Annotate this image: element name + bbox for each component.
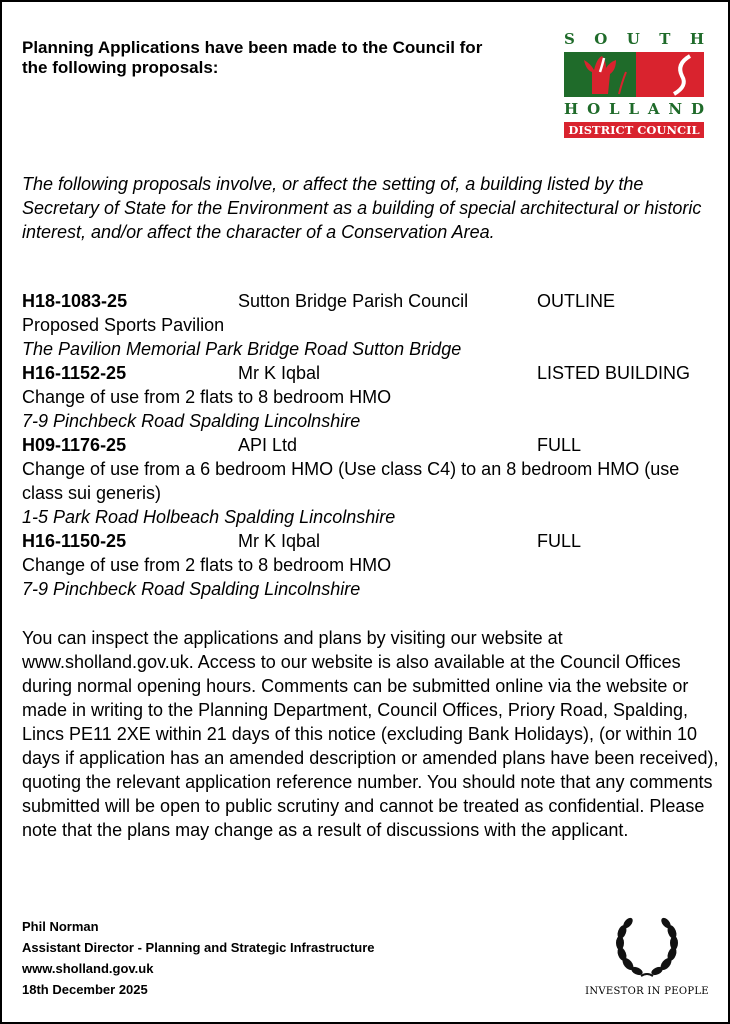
investor-in-people-label: INVESTOR IN PEOPLE: [585, 986, 709, 997]
application-applicant: Mr K Iqbal: [238, 531, 321, 551]
application-applicant: Mr K Iqbal: [238, 363, 321, 383]
application-location: 1-5 Park Road Holbeach Spalding Lincolnshire: [22, 507, 396, 527]
notice-date: 18th December 2025: [22, 982, 148, 997]
logo-bottom-word: H O L L A N D: [564, 100, 704, 118]
application-entry: [22, 361, 722, 433]
investor-in-people-logo: [577, 914, 717, 1004]
application-type: OUTLINE: [537, 291, 616, 311]
south-holland-logo: [562, 30, 710, 140]
application-entry: [22, 289, 722, 361]
application-type: LISTED BUILDING: [537, 363, 691, 383]
application-description: Change of use from 2 flats to 8 bedroom HMO: [22, 555, 392, 575]
application-reference: H16-1150-25: [22, 531, 127, 551]
application-location: The Pavilion Memorial Park Bridge Road Sutton Bridge: [22, 339, 462, 359]
application-type: FULL: [537, 531, 582, 551]
logo-top-word: S O U T H: [564, 30, 704, 48]
application-applicant: API Ltd: [238, 435, 298, 455]
signature-block: [22, 916, 522, 1000]
applications-list: [22, 289, 722, 601]
intro-paragraph: The following proposals involve, or affect the setting of, a building listed by the Secretary of State for the Environment as a building of special architectural or historic interest, and/or affect the character of a Conservation Area.: [22, 174, 702, 242]
application-entry: [22, 529, 722, 601]
application-description: Proposed Sports Pavilion: [22, 315, 225, 335]
application-location: 7-9 Pinchbeck Road Spalding Lincolnshire: [22, 411, 361, 431]
logo-district-council-band: DISTRICT COUNCIL: [564, 122, 704, 138]
application-reference: H18-1083-25: [22, 291, 128, 311]
application-reference: H09-1176-25: [22, 435, 127, 455]
tulip-emblem-icon: [564, 52, 704, 97]
application-entry: [22, 433, 722, 529]
signatory-name: Phil Norman: [22, 919, 99, 934]
page-title: Planning Applications have been made to the Council for the following proposals:: [22, 38, 483, 77]
application-reference: H16-1152-25: [22, 363, 127, 383]
signature-website: www.sholland.gov.uk: [22, 961, 154, 976]
application-type: FULL: [537, 435, 582, 455]
signatory-title: Assistant Director - Planning and Strategic Infrastructure: [22, 940, 375, 955]
laurel-wreath-icon: [613, 914, 681, 980]
application-description: Change of use from a 6 bedroom HMO (Use class C4) to an 8 bedroom HMO (use class sui generis): [22, 459, 680, 503]
application-applicant: Sutton Bridge Parish Council: [238, 291, 469, 311]
application-description: Change of use from 2 flats to 8 bedroom HMO: [22, 387, 392, 407]
inspection-paragraph: You can inspect the applications and plans by visiting our website at www.sholland.gov.uk. Access to our website is also available at the Council Offices during normal opening hours. Comments can be submitted online via the website or made in writing to the Planning Department, Council Offices, Priory Road, Spalding, Lincs PE11 2XE within 21 days of this notice (excluding Bank Holidays), (or within 10 days if application has an amended description or amended plans have been received), quoting the relevant application reference number. You should note that any comments submitted will be open to public scrutiny and cannot be treated as confidential. Please note that the plans may change as a result of discussions with the applicant.: [22, 628, 719, 840]
application-location: 7-9 Pinchbeck Road Spalding Lincolnshire: [22, 579, 361, 599]
